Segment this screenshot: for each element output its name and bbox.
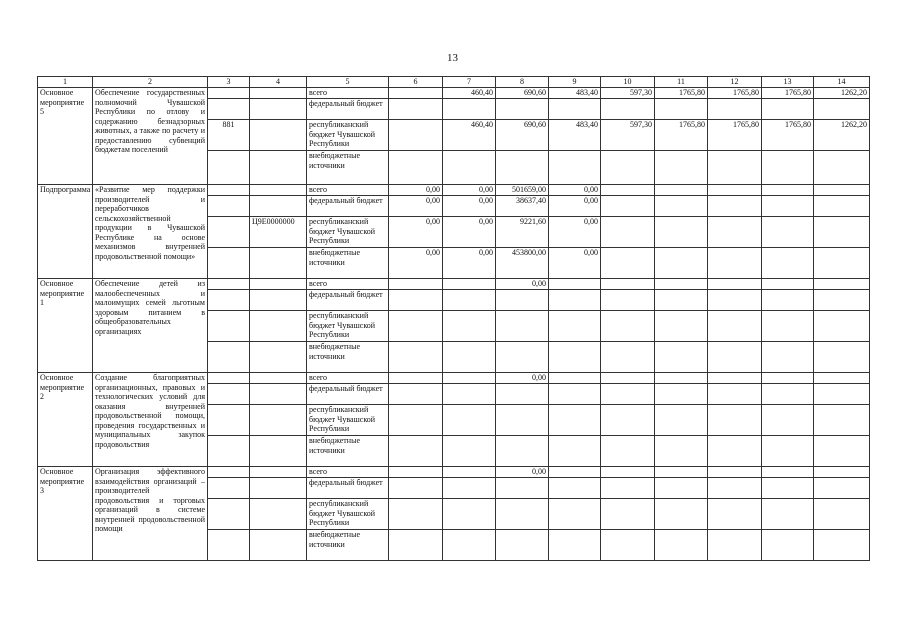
value-cell (496, 384, 549, 405)
value-cell: 1765,80 (708, 88, 762, 99)
value-cell (549, 405, 601, 436)
funding-source: всего (307, 185, 389, 196)
code-cell (250, 88, 307, 99)
value-cell (601, 217, 655, 248)
value-cell (708, 217, 762, 248)
value-cell (814, 373, 870, 384)
value-cell (549, 99, 601, 120)
value-cell (549, 384, 601, 405)
table-row (38, 88, 870, 99)
code-cell (208, 196, 250, 217)
value-cell: 690,60 (496, 120, 549, 151)
measure-type: Основное мероприятие 3 (38, 467, 93, 561)
value-cell (708, 467, 762, 478)
value-cell (601, 373, 655, 384)
value-cell: 0,00 (389, 196, 443, 217)
value-cell (389, 436, 443, 467)
value-cell (762, 530, 814, 561)
value-cell: 460,40 (443, 88, 496, 99)
value-cell (762, 499, 814, 530)
code-cell (250, 342, 307, 373)
value-cell (708, 342, 762, 373)
funding-source: внебюджетные источники (307, 530, 389, 561)
value-cell (762, 196, 814, 217)
value-cell: 453800,00 (496, 248, 549, 279)
funding-source: всего (307, 88, 389, 99)
code-cell (250, 373, 307, 384)
value-cell (443, 279, 496, 290)
value-cell (601, 436, 655, 467)
value-cell (443, 290, 496, 311)
value-cell: 690,60 (496, 88, 549, 99)
value-cell (601, 99, 655, 120)
value-cell (762, 311, 814, 342)
code-cell (250, 279, 307, 290)
value-cell (443, 99, 496, 120)
value-cell (389, 88, 443, 99)
value-cell (389, 279, 443, 290)
value-cell (549, 279, 601, 290)
code-cell (250, 478, 307, 499)
value-cell (389, 151, 443, 185)
code-cell (208, 248, 250, 279)
value-cell: 1765,80 (762, 120, 814, 151)
value-cell (443, 311, 496, 342)
value-cell (762, 248, 814, 279)
value-cell (814, 151, 870, 185)
value-cell (708, 99, 762, 120)
value-cell (762, 436, 814, 467)
value-cell (601, 279, 655, 290)
code-cell (250, 290, 307, 311)
code-cell (250, 436, 307, 467)
value-cell (601, 290, 655, 311)
code-cell (208, 373, 250, 384)
value-cell (443, 436, 496, 467)
value-cell (443, 478, 496, 499)
value-cell (655, 373, 708, 384)
header-cell: 11 (655, 77, 708, 88)
value-cell (601, 467, 655, 478)
value-cell: 0,00 (389, 248, 443, 279)
funding-source: республиканский бюджет Чувашской Республики (307, 405, 389, 436)
code-cell (208, 217, 250, 248)
value-cell (814, 279, 870, 290)
value-cell (389, 311, 443, 342)
value-cell: 0,00 (549, 248, 601, 279)
value-cell (655, 217, 708, 248)
value-cell (496, 151, 549, 185)
measure-type: Основное мероприятие 2 (38, 373, 93, 467)
value-cell (655, 530, 708, 561)
value-cell (443, 342, 496, 373)
value-cell (814, 467, 870, 478)
value-cell: 0,00 (389, 217, 443, 248)
value-cell (762, 151, 814, 185)
value-cell (762, 373, 814, 384)
funding-source: всего (307, 279, 389, 290)
header-cell: 13 (762, 77, 814, 88)
header-cell: 3 (208, 77, 250, 88)
value-cell (655, 467, 708, 478)
value-cell (496, 405, 549, 436)
value-cell: 0,00 (496, 467, 549, 478)
value-cell (762, 217, 814, 248)
value-cell: 0,00 (443, 185, 496, 196)
header-cell: 14 (814, 77, 870, 88)
code-cell (250, 196, 307, 217)
code-cell (208, 88, 250, 99)
value-cell: 0,00 (443, 248, 496, 279)
value-cell (708, 290, 762, 311)
funding-source: внебюджетные источники (307, 342, 389, 373)
value-cell (814, 342, 870, 373)
code-cell: Ц9Е0000000 (250, 217, 307, 248)
value-cell (762, 467, 814, 478)
value-cell (655, 478, 708, 499)
value-cell (549, 436, 601, 467)
code-cell (208, 530, 250, 561)
value-cell: 0,00 (443, 217, 496, 248)
code-cell (208, 384, 250, 405)
value-cell (601, 342, 655, 373)
value-cell (389, 499, 443, 530)
header-cell: 10 (601, 77, 655, 88)
value-cell: 38637,40 (496, 196, 549, 217)
value-cell (496, 499, 549, 530)
value-cell (762, 290, 814, 311)
value-cell (708, 373, 762, 384)
value-cell (601, 499, 655, 530)
measure-type: Основное мероприятие 5 (38, 88, 93, 185)
header-cell: 9 (549, 77, 601, 88)
code-cell (250, 311, 307, 342)
value-cell (655, 342, 708, 373)
value-cell: 1765,80 (762, 88, 814, 99)
value-cell (443, 151, 496, 185)
code-cell (208, 405, 250, 436)
value-cell (601, 384, 655, 405)
code-cell: 881 (208, 120, 250, 151)
value-cell (496, 99, 549, 120)
code-cell (208, 311, 250, 342)
funding-source: внебюджетные источники (307, 436, 389, 467)
value-cell (655, 405, 708, 436)
header-cell: 12 (708, 77, 762, 88)
code-cell (250, 499, 307, 530)
value-cell (549, 478, 601, 499)
code-cell (250, 151, 307, 185)
measure-description: Создание благоприятных организационных, правовых и технологических условий для оказания внутренней продовольственной помощи, проведения государственных и муниципальных закупок продовольствия (93, 373, 208, 467)
value-cell (443, 499, 496, 530)
code-cell (250, 384, 307, 405)
code-cell (208, 436, 250, 467)
value-cell (443, 373, 496, 384)
value-cell (762, 279, 814, 290)
value-cell: 9221,60 (496, 217, 549, 248)
value-cell (389, 405, 443, 436)
value-cell (496, 436, 549, 467)
value-cell (601, 530, 655, 561)
header-cell: 1 (38, 77, 93, 88)
value-cell (708, 196, 762, 217)
value-cell (814, 248, 870, 279)
value-cell: 597,30 (601, 88, 655, 99)
value-cell (655, 311, 708, 342)
value-cell: 1765,80 (708, 120, 762, 151)
value-cell (549, 151, 601, 185)
code-cell (250, 99, 307, 120)
value-cell (549, 290, 601, 311)
value-cell (496, 342, 549, 373)
value-cell (655, 196, 708, 217)
value-cell (762, 185, 814, 196)
value-cell (655, 436, 708, 467)
value-cell (389, 467, 443, 478)
value-cell (443, 405, 496, 436)
code-cell (250, 405, 307, 436)
value-cell (601, 405, 655, 436)
value-cell (814, 499, 870, 530)
value-cell (496, 478, 549, 499)
value-cell (443, 467, 496, 478)
value-cell (655, 99, 708, 120)
value-cell (814, 185, 870, 196)
page-number: 13 (447, 52, 458, 64)
value-cell (443, 530, 496, 561)
value-cell: 1765,80 (655, 120, 708, 151)
value-cell (601, 185, 655, 196)
value-cell (549, 311, 601, 342)
measure-type: Подпрограмма (38, 185, 93, 279)
value-cell (814, 478, 870, 499)
value-cell: 597,30 (601, 120, 655, 151)
value-cell (708, 185, 762, 196)
value-cell (762, 99, 814, 120)
funding-source: республиканский бюджет Чувашской Республики (307, 217, 389, 248)
value-cell (389, 290, 443, 311)
value-cell (708, 311, 762, 342)
code-cell (208, 342, 250, 373)
funding-source: всего (307, 467, 389, 478)
value-cell (601, 478, 655, 499)
code-cell (250, 248, 307, 279)
value-cell (389, 384, 443, 405)
value-cell (601, 248, 655, 279)
value-cell (814, 99, 870, 120)
value-cell (549, 467, 601, 478)
value-cell (389, 373, 443, 384)
value-cell (814, 217, 870, 248)
funding-source: республиканский бюджет Чувашской Республики (307, 499, 389, 530)
value-cell (708, 279, 762, 290)
value-cell: 1262,20 (814, 120, 870, 151)
value-cell (762, 384, 814, 405)
code-cell (208, 478, 250, 499)
value-cell: 0,00 (389, 185, 443, 196)
value-cell (708, 436, 762, 467)
value-cell (389, 342, 443, 373)
value-cell (389, 99, 443, 120)
funding-source: федеральный бюджет (307, 290, 389, 311)
header-cell: 6 (389, 77, 443, 88)
value-cell (443, 384, 496, 405)
value-cell: 483,40 (549, 88, 601, 99)
value-cell (708, 151, 762, 185)
measure-description: Обеспечение государственных полномочий Чувашской Республики по отлову и содержанию безнадзорных животных, а также по расчету и предоставлению субвенций бюджетам поселений (93, 88, 208, 185)
code-cell (208, 279, 250, 290)
value-cell (655, 499, 708, 530)
value-cell (655, 248, 708, 279)
value-cell (814, 311, 870, 342)
value-cell (708, 499, 762, 530)
value-cell: 0,00 (496, 373, 549, 384)
table-row (38, 373, 870, 384)
value-cell (389, 530, 443, 561)
value-cell (655, 279, 708, 290)
code-cell (208, 151, 250, 185)
value-cell (655, 384, 708, 405)
measure-description: Организация эффективного взаимодействия организаций – производителей продовольствия и торговых организаций в системе внутренней продовольственной помощи (93, 467, 208, 561)
measure-description: «Развитие мер поддержки производителей и переработчиков сельскохозяйственной продукции в Чувашской Республике на основе механизмов внутренней продовольственной помощи» (93, 185, 208, 279)
value-cell (549, 499, 601, 530)
value-cell (708, 405, 762, 436)
measure-description: Обеспечение детей из малообеспеченных и малоимущих семей льготным здоровым питанием в общеобразовательных организациях (93, 279, 208, 373)
value-cell (389, 120, 443, 151)
value-cell: 0,00 (443, 196, 496, 217)
funding-source: федеральный бюджет (307, 196, 389, 217)
value-cell (814, 405, 870, 436)
value-cell (762, 342, 814, 373)
value-cell (708, 478, 762, 499)
budget-table (37, 76, 870, 561)
funding-source: республиканский бюджет Чувашской Республики (307, 311, 389, 342)
value-cell (496, 290, 549, 311)
value-cell: 1262,20 (814, 88, 870, 99)
value-cell (655, 185, 708, 196)
code-cell (208, 467, 250, 478)
header-cell: 4 (250, 77, 307, 88)
code-cell (208, 499, 250, 530)
measure-type: Основное мероприятие 1 (38, 279, 93, 373)
value-cell (601, 151, 655, 185)
value-cell: 0,00 (549, 217, 601, 248)
value-cell (655, 151, 708, 185)
value-cell (708, 384, 762, 405)
value-cell (814, 384, 870, 405)
value-cell: 0,00 (496, 279, 549, 290)
table-row (38, 279, 870, 290)
value-cell (708, 530, 762, 561)
value-cell (814, 530, 870, 561)
value-cell (814, 196, 870, 217)
funding-source: республиканский бюджет Чувашской Республики (307, 120, 389, 151)
code-cell (208, 185, 250, 196)
value-cell (549, 342, 601, 373)
value-cell (601, 311, 655, 342)
code-cell (208, 99, 250, 120)
header-cell: 2 (93, 77, 208, 88)
funding-source: внебюджетные источники (307, 151, 389, 185)
funding-source: всего (307, 373, 389, 384)
header-cell: 5 (307, 77, 389, 88)
value-cell (496, 311, 549, 342)
funding-source: федеральный бюджет (307, 384, 389, 405)
value-cell (762, 478, 814, 499)
value-cell: 0,00 (549, 185, 601, 196)
code-cell (250, 467, 307, 478)
header-row (38, 77, 870, 88)
header-cell: 8 (496, 77, 549, 88)
funding-source: федеральный бюджет (307, 99, 389, 120)
table-row (38, 185, 870, 196)
value-cell (389, 478, 443, 499)
code-cell (208, 290, 250, 311)
funding-source: внебюджетные источники (307, 248, 389, 279)
value-cell: 483,40 (549, 120, 601, 151)
value-cell (762, 405, 814, 436)
table-row (38, 467, 870, 478)
code-cell (250, 185, 307, 196)
value-cell: 1765,80 (655, 88, 708, 99)
value-cell (549, 530, 601, 561)
code-cell (250, 530, 307, 561)
value-cell: 501659,00 (496, 185, 549, 196)
value-cell (601, 196, 655, 217)
value-cell (549, 373, 601, 384)
value-cell (708, 248, 762, 279)
value-cell (496, 530, 549, 561)
value-cell: 460,40 (443, 120, 496, 151)
code-cell (250, 120, 307, 151)
value-cell (655, 290, 708, 311)
header-cell: 7 (443, 77, 496, 88)
value-cell (814, 436, 870, 467)
value-cell (814, 290, 870, 311)
funding-source: федеральный бюджет (307, 478, 389, 499)
value-cell: 0,00 (549, 196, 601, 217)
